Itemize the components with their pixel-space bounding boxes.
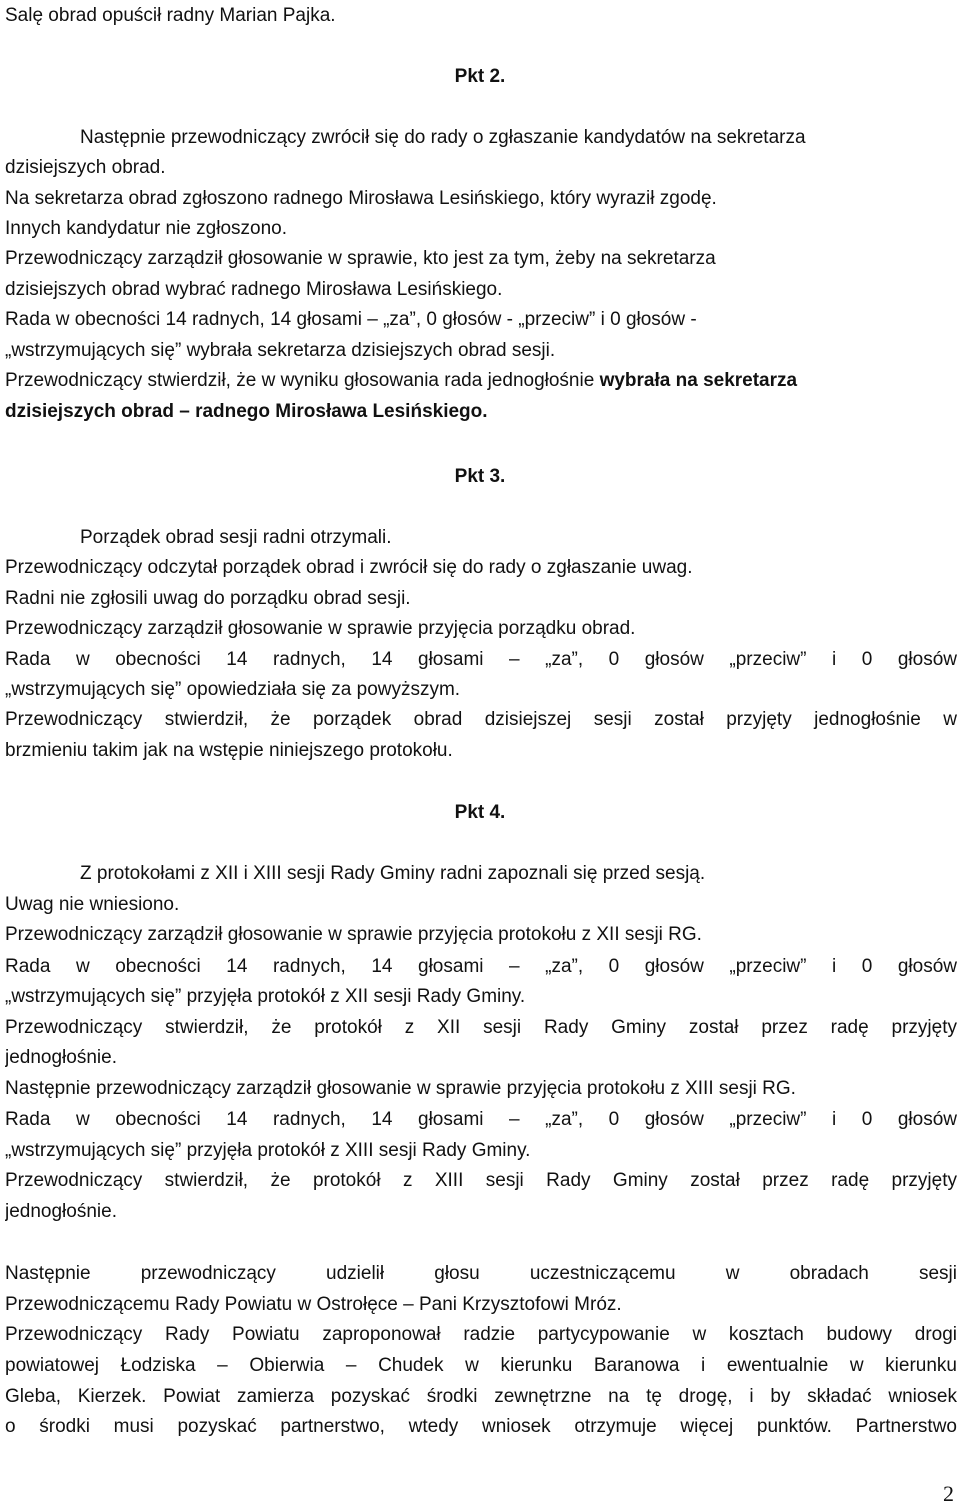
text-line: „wstrzymujących się” przyjęła protokół z XIII sesji Rady Gminy. — [5, 1140, 531, 1161]
text-line: brzmieniu takim jak na wstępie niniejszego protokołu. — [5, 740, 453, 761]
text-line: Salę obrad opuścił radny Marian Pajka. — [5, 5, 336, 26]
bold-text-run: wybrała na sekretarza — [599, 370, 798, 391]
page-number: 2 — [943, 1481, 954, 1506]
section-heading-pkt2 — [0, 64, 960, 90]
section-heading-pkt3 — [0, 464, 960, 490]
bold-text-line: dzisiejszych obrad – radnego Mirosława Lesińskiego. — [5, 401, 488, 422]
text-line: Przewodniczący stwierdził, że protokół z XII sesji Rady Gminy został przez radę przyjęty — [5, 1017, 957, 1038]
text-line: Przewodniczącemu Rady Powiatu w Ostrołęce – Pani Krzysztofowi Mróz. — [5, 1294, 622, 1315]
text-line: Innych kandydatur nie zgłoszono. — [5, 218, 288, 239]
text-line: Uwag nie wniesiono. — [5, 894, 180, 915]
text-line: Przewodniczący odczytał porządek obrad i zwrócił się do rady o zgłaszanie uwag. — [5, 557, 693, 578]
text-line: Następnie przewodniczący udzielił głosu uczestniczącemu w obradach sesji — [5, 1263, 957, 1284]
heading-text: Pkt 2. — [454, 66, 506, 87]
text-line — [5, 368, 957, 394]
text-line: Rada w obecności 14 radnych, 14 głosami – „za”, 0 głosów „przeciw” i 0 głosów — [5, 649, 957, 670]
text-line: jednogłośnie. — [5, 1201, 117, 1222]
heading-text: Pkt 4. — [454, 802, 506, 823]
text-line: „wstrzymujących się” wybrała sekretarza dzisiejszych obrad sesji. — [5, 340, 556, 361]
text-line: Przewodniczący Rady Powiatu zaproponował radzie partycypowanie w kosztach budowy drogi — [5, 1324, 957, 1345]
section-heading-pkt4 — [0, 800, 960, 826]
text-line: Przewodniczący zarządził głosowanie w sprawie, kto jest za tym, żeby na sekretarza — [5, 248, 716, 269]
text-line: Rada w obecności 14 radnych, 14 głosami – „za”, 0 głosów „przeciw” i 0 głosów — [5, 956, 957, 977]
text-line: Przewodniczący stwierdził, że porządek obrad dzisiejszej sesji został przyjęty jednogłośnie w — [5, 709, 957, 730]
text-line: Z protokołami z XII i XIII sesji Rady Gminy radni zapoznali się przed sesją. — [80, 863, 706, 884]
text-line: Porządek obrad sesji radni otrzymali. — [80, 527, 392, 548]
text-line: powiatowej Łodziska – Obierwia – Chudek w kierunku Baranowa i ewentualnie w kierunku — [5, 1355, 957, 1376]
text-line: „wstrzymujących się” przyjęła protokół z XII sesji Rady Gminy. — [5, 986, 526, 1007]
text-line: Rada w obecności 14 radnych, 14 głosami – „za”, 0 głosów - „przeciw” i 0 głosów - — [5, 309, 697, 330]
text-line: Na sekretarza obrad zgłoszono radnego Mirosława Lesińskiego, który wyraził zgodę. — [5, 188, 717, 209]
text-line: Przewodniczący zarządził głosowanie w sprawie przyjęcia protokołu z XII sesji RG. — [5, 924, 702, 945]
text-line: Przewodniczący stwierdził, że protokół z XIII sesji Rady Gminy został przez radę przyjęty — [5, 1170, 957, 1191]
heading-text: Pkt 3. — [454, 466, 506, 487]
text-line: Gleba, Kierzek. Powiat zamierza pozyskać środki zewnętrzne na tę drogę, i by składać wniosek — [5, 1386, 957, 1407]
text-line: Następnie przewodniczący zarządził głosowanie w sprawie przyjęcia protokołu z XIII sesji RG. — [5, 1078, 796, 1099]
text-line: Przewodniczący zarządził głosowanie w sprawie przyjęcia porządku obrad. — [5, 618, 636, 639]
text-line: dzisiejszych obrad wybrać radnego Mirosława Lesińskiego. — [5, 279, 503, 300]
text-line: Następnie przewodniczący zwrócił się do rady o zgłaszanie kandydatów na sekretarza — [80, 127, 806, 148]
text-run: Przewodniczący stwierdził, że w wyniku głosowania rada jednogłośnie — [5, 370, 600, 391]
text-line: dzisiejszych obrad. — [5, 157, 166, 178]
text-line: Rada w obecności 14 radnych, 14 głosami – „za”, 0 głosów „przeciw” i 0 głosów — [5, 1109, 957, 1130]
text-line: jednogłośnie. — [5, 1047, 117, 1068]
text-line: o środki musi pozyskać partnerstwo, wtedy wniosek otrzymuje więcej punktów. Partnerstwo — [5, 1416, 957, 1437]
text-line: Radni nie zgłosili uwag do porządku obrad sesji. — [5, 588, 411, 609]
text-line: „wstrzymujących się” opowiedziała się za powyższym. — [5, 679, 461, 700]
